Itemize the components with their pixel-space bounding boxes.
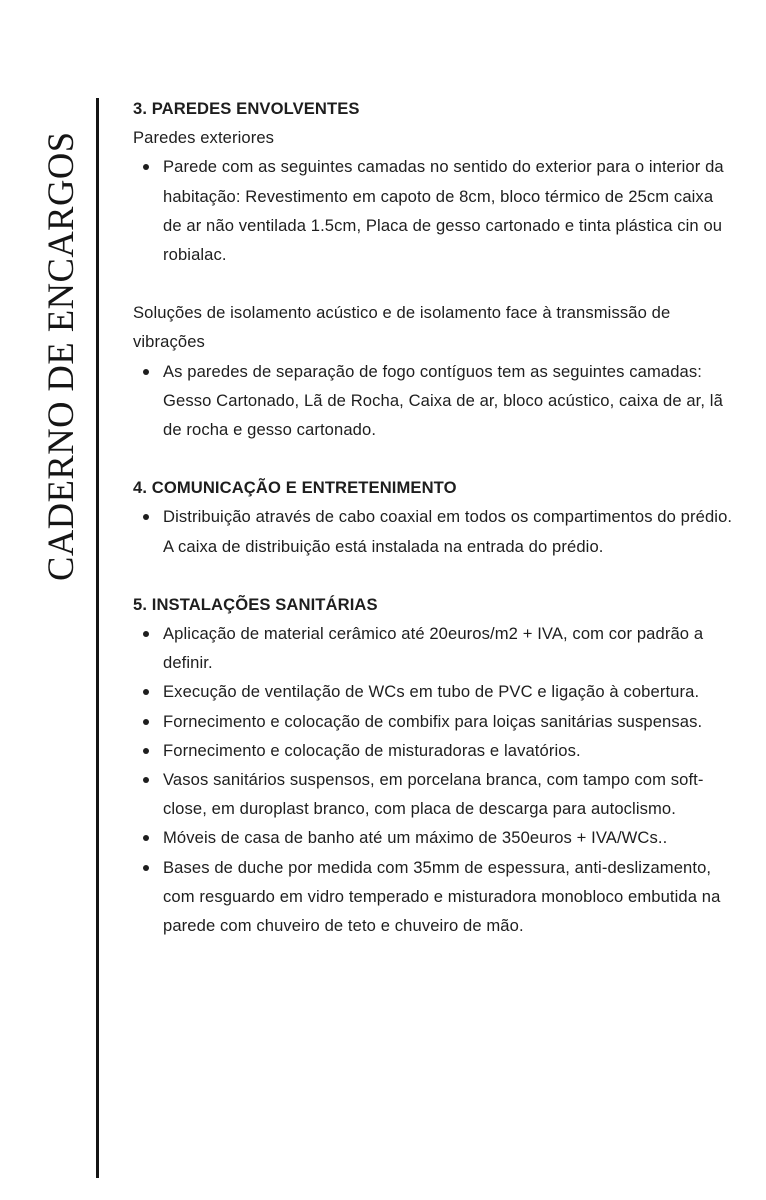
bullet-icon [143, 835, 149, 841]
section-paredes-envolventes [133, 94, 733, 444]
bullet-icon [143, 689, 149, 695]
section-heading: 5. INSTALAÇÕES SANITÁRIAS [133, 594, 378, 614]
bullet-list [133, 152, 733, 269]
bullet-icon [143, 164, 149, 170]
list-item [133, 502, 733, 560]
list-item [133, 853, 733, 941]
list-item-text: Execução de ventilação de WCs em tubo de PVC e ligação à cobertura. [163, 682, 700, 702]
section-comunicacao [133, 473, 733, 561]
list-item-text: Bases de duche por medida com 35mm de espessura, anti-deslizamento, com resguardo em vidro temperado e misturadora monobloco embutida na parede com chuveiro de teto e chuveiro de mão. [163, 857, 721, 936]
list-item [133, 357, 733, 445]
list-item-text: Fornecimento e colocação de misturadoras e lavatórios. [163, 740, 581, 760]
subheading-isolamento: Soluções de isolamento acústico e de isolamento face à transmissão de vibrações [133, 303, 671, 352]
bullet-list [133, 619, 733, 940]
bullet-icon [143, 631, 149, 637]
list-item [133, 677, 733, 706]
bullet-icon [143, 514, 149, 520]
section-heading: 3. PAREDES ENVOLVENTES [133, 99, 360, 118]
bullet-icon [143, 777, 149, 783]
list-item [133, 152, 733, 269]
section-instalacoes-sanitarias [133, 590, 733, 940]
subheading-paredes-exteriores: Paredes exteriores [133, 128, 275, 148]
section-heading: 4. COMUNICAÇÃO E ENTRETENIMENTO [133, 478, 457, 498]
list-item-text: Vasos sanitários suspensos, em porcelana branca, com tampo com soft-close, em duroplast branco, com placa de descarga para autoclismo. [163, 770, 704, 819]
vertical-divider [96, 98, 99, 1178]
list-item [133, 823, 733, 852]
list-item-text: Fornecimento e colocação de combifix para loiças sanitárias suspensas. [163, 711, 703, 731]
bullet-icon [143, 865, 149, 871]
bullet-icon [143, 719, 149, 725]
list-item-text: Distribuição através de cabo coaxial em todos os compartimentos do prédio. A caixa de distribuição está instalada na entrada do prédio. [163, 507, 733, 556]
list-item-text: Aplicação de material cerâmico até 20euros/m2 + IVA, com cor padrão a definir. [163, 624, 704, 673]
list-item [133, 619, 733, 677]
list-item-text: Parede com as seguintes camadas no sentido do exterior para o interior da habitação: Revestimento em capoto de 8cm, bloco térmico de 25cm caixa de ar não ventilada 1.5cm, Placa de gesso cartonado e tinta plástica cin ou robialac. [163, 157, 724, 265]
list-item [133, 765, 733, 823]
bullet-list [133, 357, 733, 445]
bullet-icon [143, 369, 149, 375]
list-item-text: As paredes de separação de fogo contíguos tem as seguintes camadas: Gesso Cartonado, Lã de Rocha, Caixa de ar, bloco acústico, caixa de ar, lã de rocha e gesso cartonado. [163, 361, 723, 440]
side-title: CADERNO DE ENCARGOS [40, 131, 81, 581]
list-item [133, 736, 733, 765]
list-item-text: Móveis de casa de banho até um máximo de 350euros + IVA/WCs.. [163, 828, 668, 848]
document-content [133, 94, 733, 940]
bullet-list [133, 502, 733, 560]
list-item [133, 707, 733, 736]
bullet-icon [143, 748, 149, 754]
